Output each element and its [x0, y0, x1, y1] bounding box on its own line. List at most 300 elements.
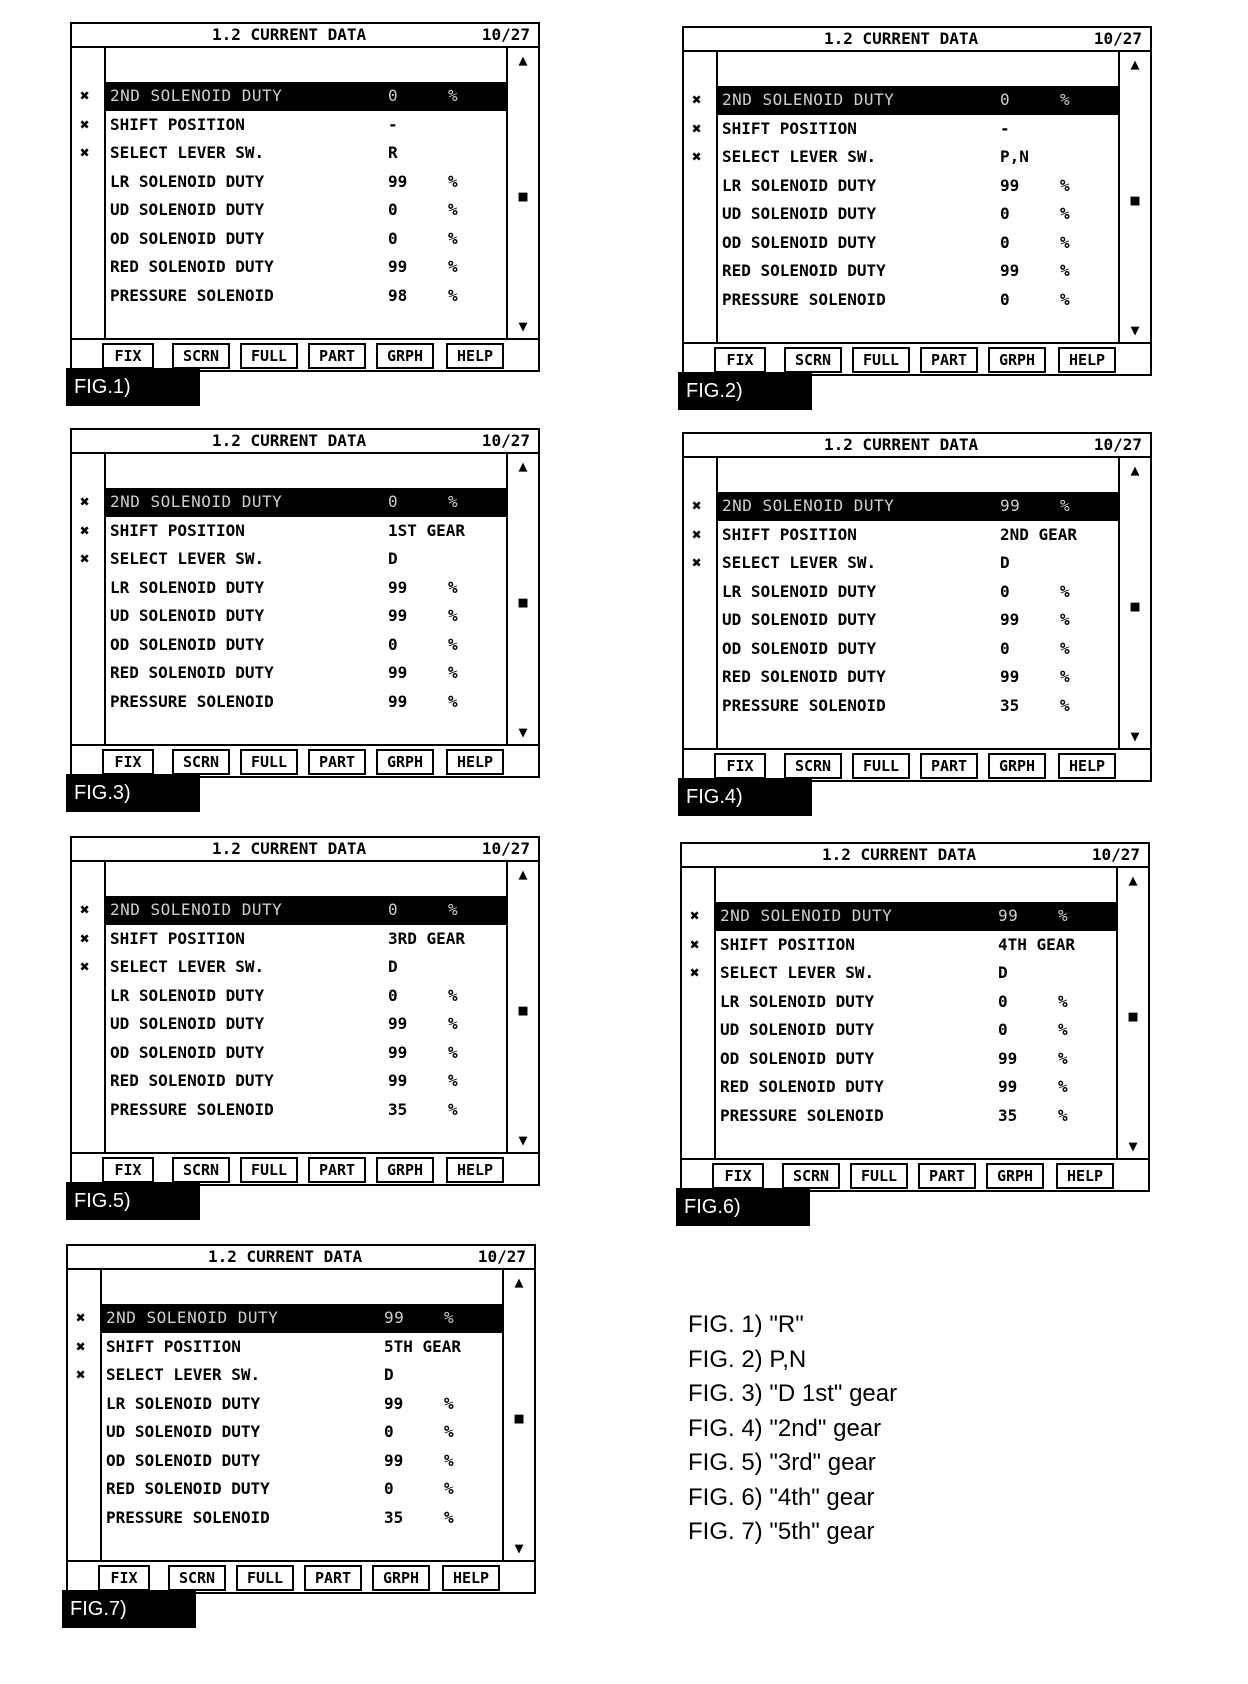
parameter-unit: %	[448, 86, 459, 105]
scroll-down-arrow-icon[interactable]: ▼	[514, 1539, 524, 1557]
data-row[interactable]	[80, 139, 506, 168]
scroll-down-arrow-icon[interactable]: ▼	[1130, 727, 1140, 745]
data-row[interactable]	[716, 1016, 1116, 1045]
data-row[interactable]	[692, 492, 1118, 521]
parameter-unit: %	[448, 171, 458, 191]
full-button[interactable]: FULL	[240, 1157, 298, 1183]
grph-button[interactable]: GRPH	[372, 1565, 430, 1591]
fix-button[interactable]: FIX	[712, 1163, 764, 1189]
scan-tool-screen	[66, 1244, 536, 1594]
parameter-value: D	[998, 963, 1008, 982]
function-key-bar	[684, 748, 1150, 780]
parameter-unit: %	[444, 1507, 454, 1527]
parameter-unit: %	[1058, 1048, 1068, 1068]
scrn-button[interactable]: SCRN	[784, 347, 842, 373]
figure-caption: FIG.6)	[676, 1188, 810, 1226]
parameter-label: SHIFT POSITION	[110, 928, 245, 948]
scrollbar[interactable]	[506, 454, 538, 744]
parameter-label: UD SOLENOID DUTY	[722, 610, 877, 629]
fixed-mark-icon: ✖	[692, 147, 702, 166]
parameter-value: 0	[1000, 638, 1010, 658]
scroll-up-arrow-icon[interactable]: ▲	[1128, 871, 1138, 889]
parameter-label: RED SOLENOID DUTY	[720, 1077, 884, 1096]
parameter-value: 0	[388, 985, 398, 1005]
fixed-mark-icon: ✖	[692, 496, 703, 515]
help-button[interactable]: HELP	[446, 749, 504, 775]
parameter-label: SHIFT POSITION	[106, 1336, 241, 1356]
parameter-value: 0	[1000, 289, 1010, 309]
parameter-value: 0	[388, 200, 398, 219]
scan-tool-screen	[680, 842, 1150, 1192]
scroll-up-arrow-icon[interactable]: ▲	[518, 51, 528, 69]
grph-button[interactable]: GRPH	[988, 753, 1046, 779]
data-row[interactable]	[718, 692, 1118, 721]
fixed-mark-icon: ✖	[692, 90, 703, 109]
parameter-label: OD SOLENOID DUTY	[722, 638, 877, 658]
parameter-label: SHIFT POSITION	[720, 934, 855, 954]
fixed-mark-icon: ✖	[692, 553, 702, 572]
scroll-thumb[interactable]: ■	[1130, 597, 1140, 615]
scrollbar[interactable]	[1118, 52, 1150, 342]
part-button[interactable]: PART	[304, 1565, 362, 1591]
parameter-label: LR SOLENOID DUTY	[110, 577, 265, 597]
parameter-value: 99	[388, 1042, 408, 1062]
parameter-unit: %	[1060, 496, 1071, 515]
scroll-up-arrow-icon[interactable]: ▲	[1130, 55, 1140, 73]
scrollbar[interactable]	[506, 862, 538, 1152]
parameter-label: LR SOLENOID DUTY	[106, 1393, 261, 1413]
grph-button[interactable]: GRPH	[376, 749, 434, 775]
help-button[interactable]: HELP	[442, 1565, 500, 1591]
data-row[interactable]	[102, 1504, 502, 1533]
fix-button[interactable]: FIX	[714, 753, 766, 779]
parameter-unit: %	[444, 1308, 455, 1327]
data-row[interactable]	[80, 953, 506, 982]
data-row[interactable]	[80, 111, 506, 140]
parameter-label: OD SOLENOID DUTY	[110, 228, 265, 248]
screen-title: 1.2 CURRENT DATA	[212, 839, 367, 858]
figure-legend	[688, 1308, 897, 1550]
part-button[interactable]: PART	[308, 1157, 366, 1183]
full-button[interactable]: FULL	[852, 753, 910, 779]
screen-title-bar	[684, 434, 1150, 458]
fixed-mark-icon: ✖	[80, 86, 91, 105]
function-key-bar	[68, 1560, 534, 1592]
parameter-label: SHIFT POSITION	[110, 520, 245, 540]
data-row[interactable]	[80, 545, 506, 574]
screen-title-bar	[68, 1246, 534, 1270]
parameter-unit: %	[448, 606, 458, 625]
scroll-up-arrow-icon[interactable]: ▲	[518, 457, 528, 475]
parameter-value: 0	[1000, 581, 1010, 601]
scrollbar[interactable]	[502, 1270, 534, 1560]
data-row[interactable]	[106, 282, 506, 311]
data-row[interactable]	[80, 925, 506, 954]
parameter-label: RED SOLENOID DUTY	[110, 1071, 274, 1090]
figure-7	[66, 1244, 536, 1620]
data-row[interactable]	[76, 1361, 502, 1390]
figure-caption: FIG.2)	[678, 372, 812, 410]
scroll-up-arrow-icon[interactable]: ▲	[518, 865, 528, 883]
parameter-label: RED SOLENOID DUTY	[110, 663, 274, 682]
data-row[interactable]	[692, 115, 1118, 144]
data-row[interactable]	[106, 1039, 506, 1068]
parameter-value: 3RD GEAR	[388, 928, 466, 948]
data-list	[692, 86, 1118, 314]
parameter-unit: %	[448, 1071, 458, 1090]
parameter-unit: %	[444, 1450, 454, 1470]
parameter-value: 0	[1000, 232, 1010, 252]
parameter-label: PRESSURE SOLENOID	[722, 695, 886, 715]
data-list	[690, 902, 1116, 1130]
parameter-value: 1ST GEAR	[388, 520, 466, 540]
data-row[interactable]	[102, 1447, 502, 1476]
parameter-value: 0	[384, 1479, 394, 1498]
parameter-unit: %	[1060, 581, 1070, 601]
fix-button[interactable]: FIX	[102, 1157, 154, 1183]
scrn-button[interactable]: SCRN	[168, 1565, 226, 1591]
parameter-unit: %	[1060, 667, 1070, 686]
grph-button[interactable]: GRPH	[376, 343, 434, 369]
page-counter: 10/27	[481, 25, 530, 44]
data-row[interactable]	[718, 200, 1118, 229]
parameter-label: OD SOLENOID DUTY	[110, 1042, 265, 1062]
data-row[interactable]	[80, 896, 506, 925]
screen-title-bar	[684, 28, 1150, 52]
parameter-value: 99	[388, 606, 408, 625]
data-row[interactable]	[718, 257, 1118, 286]
fix-button[interactable]: FIX	[714, 347, 766, 373]
data-row[interactable]	[106, 574, 506, 603]
part-button[interactable]: PART	[308, 749, 366, 775]
data-row[interactable]	[106, 1010, 506, 1039]
scrn-button[interactable]: SCRN	[172, 343, 230, 369]
parameter-label: LR SOLENOID DUTY	[110, 171, 265, 191]
scroll-down-arrow-icon[interactable]: ▼	[1128, 1137, 1138, 1155]
parameter-label: UD SOLENOID DUTY	[110, 200, 265, 219]
parameter-label: UD SOLENOID DUTY	[110, 606, 265, 625]
full-button[interactable]: FULL	[240, 343, 298, 369]
fix-button[interactable]: FIX	[98, 1565, 150, 1591]
scroll-down-arrow-icon[interactable]: ▼	[518, 1131, 528, 1149]
data-row[interactable]	[718, 606, 1118, 635]
parameter-unit: %	[1060, 289, 1070, 309]
parameter-label: OD SOLENOID DUTY	[106, 1450, 261, 1470]
parameter-value: 0	[998, 1020, 1008, 1039]
data-row[interactable]	[718, 172, 1118, 201]
parameter-label: RED SOLENOID DUTY	[722, 261, 886, 280]
fixed-mark-icon: ✖	[692, 524, 702, 544]
scroll-up-arrow-icon[interactable]: ▲	[1130, 461, 1140, 479]
parameter-label: 2ND SOLENOID DUTY	[110, 86, 283, 105]
scroll-thumb[interactable]: ■	[1130, 191, 1140, 209]
fixed-mark-icon: ✖	[80, 957, 90, 976]
scroll-up-arrow-icon[interactable]: ▲	[514, 1273, 524, 1291]
parameter-value: 99	[388, 577, 408, 597]
grph-button[interactable]: GRPH	[376, 1157, 434, 1183]
parameter-unit: %	[448, 1042, 458, 1062]
parameter-value: 0	[384, 1422, 394, 1441]
page-counter: 10/27	[1093, 29, 1142, 48]
parameter-value: 35	[384, 1507, 404, 1527]
parameter-label: SHIFT POSITION	[110, 114, 245, 134]
data-list	[692, 492, 1118, 720]
page-counter: 10/27	[481, 431, 530, 450]
parameter-value: -	[1000, 118, 1010, 138]
full-button[interactable]: FULL	[236, 1565, 294, 1591]
figure-5	[70, 836, 540, 1212]
parameter-unit: %	[1060, 261, 1070, 280]
data-list	[80, 82, 506, 310]
parameter-label: UD SOLENOID DUTY	[720, 1020, 875, 1039]
data-row[interactable]	[106, 1096, 506, 1125]
fixed-mark-icon: ✖	[690, 934, 700, 954]
data-row[interactable]	[76, 1333, 502, 1362]
help-button[interactable]: HELP	[1056, 1163, 1114, 1189]
scroll-thumb[interactable]: ■	[518, 1001, 528, 1019]
scroll-down-arrow-icon[interactable]: ▼	[1130, 321, 1140, 339]
data-row[interactable]	[692, 143, 1118, 172]
data-row[interactable]	[106, 168, 506, 197]
scrn-button[interactable]: SCRN	[782, 1163, 840, 1189]
figure-caption: FIG.3)	[66, 774, 200, 812]
full-button[interactable]: FULL	[240, 749, 298, 775]
data-row[interactable]	[106, 602, 506, 631]
data-row[interactable]	[80, 488, 506, 517]
parameter-value: -	[388, 114, 398, 134]
fixed-mark-icon: ✖	[80, 928, 90, 948]
data-row[interactable]	[80, 517, 506, 546]
parameter-value: 35	[1000, 695, 1020, 715]
parameter-value: 99	[1000, 175, 1020, 195]
part-button[interactable]: PART	[918, 1163, 976, 1189]
scroll-thumb[interactable]: ■	[514, 1409, 524, 1427]
parameter-unit: %	[448, 691, 458, 711]
data-row[interactable]	[716, 1073, 1116, 1102]
parameter-value: 5TH GEAR	[384, 1336, 462, 1356]
parameter-unit: %	[448, 1014, 458, 1033]
parameter-unit: %	[444, 1422, 454, 1441]
data-row[interactable]	[718, 663, 1118, 692]
page-counter: 10/27	[477, 1247, 526, 1266]
parameter-value: 99	[384, 1393, 404, 1413]
scrollbar[interactable]	[506, 48, 538, 338]
function-key-bar	[72, 338, 538, 370]
fixed-mark-icon: ✖	[80, 549, 90, 568]
parameter-value: 4TH GEAR	[998, 934, 1076, 954]
parameter-label: LR SOLENOID DUTY	[720, 991, 875, 1011]
help-button[interactable]: HELP	[1058, 347, 1116, 373]
parameter-label: 2ND SOLENOID DUTY	[722, 496, 895, 515]
parameter-value: 99	[1000, 261, 1020, 280]
figure-caption: FIG.5)	[66, 1182, 200, 1220]
figure-caption: FIG.1)	[66, 368, 200, 406]
parameter-label: OD SOLENOID DUTY	[722, 232, 877, 252]
parameter-value: 99	[388, 171, 408, 191]
fix-button[interactable]: FIX	[102, 343, 154, 369]
fix-button[interactable]: FIX	[102, 749, 154, 775]
screen-title: 1.2 CURRENT DATA	[208, 1247, 363, 1266]
parameter-value: 99	[998, 1077, 1018, 1096]
data-row[interactable]	[106, 982, 506, 1011]
part-button[interactable]: PART	[920, 347, 978, 373]
page-counter: 10/27	[481, 839, 530, 858]
fixed-mark-icon: ✖	[80, 492, 91, 511]
data-row[interactable]	[718, 635, 1118, 664]
data-row[interactable]	[692, 549, 1118, 578]
data-row[interactable]	[718, 229, 1118, 258]
help-button[interactable]: HELP	[446, 1157, 504, 1183]
parameter-label: SELECT LEVER SW.	[110, 143, 265, 162]
full-button[interactable]: FULL	[852, 347, 910, 373]
parameter-value: 0	[388, 492, 399, 511]
data-row[interactable]	[102, 1418, 502, 1447]
parameter-label: 2ND SOLENOID DUTY	[722, 90, 895, 109]
screen-title: 1.2 CURRENT DATA	[822, 845, 977, 864]
parameter-label: SELECT LEVER SW.	[720, 963, 875, 982]
parameter-label: PRESSURE SOLENOID	[722, 289, 886, 309]
data-row[interactable]	[692, 521, 1118, 550]
parameter-value: R	[388, 143, 398, 162]
parameter-value: D	[1000, 553, 1010, 572]
parameter-unit: %	[448, 634, 458, 654]
parameter-value: 99	[1000, 667, 1020, 686]
help-button[interactable]: HELP	[1058, 753, 1116, 779]
scroll-thumb[interactable]: ■	[518, 593, 528, 611]
parameter-label: 2ND SOLENOID DUTY	[110, 492, 283, 511]
data-row[interactable]	[102, 1475, 502, 1504]
part-button[interactable]: PART	[308, 343, 366, 369]
data-row[interactable]	[106, 1067, 506, 1096]
legend-item: FIG. 6) "4th" gear	[688, 1483, 875, 1511]
figure-2	[682, 26, 1152, 402]
data-row[interactable]	[80, 82, 506, 111]
parameter-unit: %	[444, 1479, 454, 1498]
parameter-unit: %	[444, 1393, 454, 1413]
screen-title: 1.2 CURRENT DATA	[824, 435, 979, 454]
fixed-mark-icon: ✖	[80, 143, 90, 162]
scrollbar[interactable]	[1116, 868, 1148, 1158]
parameter-unit: %	[448, 492, 459, 511]
data-row[interactable]	[692, 86, 1118, 115]
data-row[interactable]	[690, 931, 1116, 960]
screen-title: 1.2 CURRENT DATA	[824, 29, 979, 48]
parameter-value: 0	[998, 991, 1008, 1011]
data-row[interactable]	[102, 1390, 502, 1419]
parameter-value: 0	[388, 86, 399, 105]
scan-tool-screen	[682, 432, 1152, 782]
legend-item: FIG. 7) "5th" gear	[688, 1518, 875, 1545]
parameter-unit: %	[1060, 175, 1070, 195]
data-row[interactable]	[716, 1045, 1116, 1074]
scrollbar[interactable]	[1118, 458, 1150, 748]
parameter-label: LR SOLENOID DUTY	[110, 985, 265, 1005]
figure-4	[682, 432, 1152, 808]
parameter-label: 2ND SOLENOID DUTY	[110, 900, 283, 919]
data-row[interactable]	[716, 988, 1116, 1017]
parameter-value: D	[388, 957, 398, 976]
parameter-value: D	[388, 549, 398, 568]
data-row[interactable]	[106, 196, 506, 225]
legend-item: FIG. 3) "D 1st" gear	[688, 1380, 898, 1407]
data-row[interactable]	[716, 1102, 1116, 1131]
fixed-mark-icon: ✖	[692, 118, 702, 138]
parameter-unit: %	[448, 900, 459, 919]
data-row[interactable]	[106, 659, 506, 688]
parameter-label: LR SOLENOID DUTY	[722, 581, 877, 601]
parameter-value: 0	[388, 228, 398, 248]
scan-tool-screen	[70, 428, 540, 778]
data-row[interactable]	[690, 902, 1116, 931]
parameter-label: SELECT LEVER SW.	[722, 553, 877, 572]
parameter-label: OD SOLENOID DUTY	[110, 634, 265, 654]
scroll-down-arrow-icon[interactable]: ▼	[518, 723, 528, 741]
parameter-value: 99	[1000, 496, 1021, 515]
function-key-bar	[682, 1158, 1148, 1190]
fixed-mark-icon: ✖	[80, 520, 90, 540]
parameter-value: 99	[388, 257, 408, 276]
parameter-unit: %	[448, 577, 458, 597]
scrn-button[interactable]: SCRN	[172, 1157, 230, 1183]
parameter-value: 99	[384, 1308, 405, 1327]
parameter-value: 2ND GEAR	[1000, 524, 1078, 544]
screen-title-bar	[72, 24, 538, 48]
full-button[interactable]: FULL	[850, 1163, 908, 1189]
parameter-value: P,N	[1000, 147, 1029, 166]
parameter-unit: %	[448, 285, 458, 305]
scrn-button[interactable]: SCRN	[172, 749, 230, 775]
part-button[interactable]: PART	[920, 753, 978, 779]
parameter-label: RED SOLENOID DUTY	[722, 667, 886, 686]
fixed-mark-icon: ✖	[76, 1336, 86, 1356]
screen-title-bar	[682, 844, 1148, 868]
data-row[interactable]	[106, 253, 506, 282]
parameter-unit: %	[1058, 906, 1069, 925]
data-row[interactable]	[690, 959, 1116, 988]
help-button[interactable]: HELP	[446, 343, 504, 369]
legend-item: FIG. 1) "R"	[688, 1311, 804, 1338]
fixed-mark-icon: ✖	[80, 114, 90, 134]
data-row[interactable]	[718, 578, 1118, 607]
grph-button[interactable]: GRPH	[988, 347, 1046, 373]
parameter-label: RED SOLENOID DUTY	[110, 257, 274, 276]
parameter-value: 35	[998, 1105, 1018, 1125]
figure-3	[70, 428, 540, 804]
parameter-label: 2ND SOLENOID DUTY	[106, 1308, 279, 1327]
screen-title-bar	[72, 838, 538, 862]
scrn-button[interactable]: SCRN	[784, 753, 842, 779]
scroll-down-arrow-icon[interactable]: ▼	[518, 317, 528, 335]
screen-title-bar	[72, 430, 538, 454]
parameter-unit: %	[1060, 610, 1070, 629]
parameter-label: SELECT LEVER SW.	[106, 1365, 261, 1384]
fixed-mark-icon: ✖	[76, 1365, 86, 1384]
data-row[interactable]	[106, 225, 506, 254]
parameter-label: UD SOLENOID DUTY	[106, 1422, 261, 1441]
parameter-value: 99	[998, 1048, 1018, 1068]
grph-button[interactable]: GRPH	[986, 1163, 1044, 1189]
fixed-mark-icon: ✖	[690, 963, 700, 982]
data-row[interactable]	[718, 286, 1118, 315]
data-row[interactable]	[76, 1304, 502, 1333]
scroll-thumb[interactable]: ■	[518, 187, 528, 205]
data-row[interactable]	[106, 631, 506, 660]
scroll-thumb[interactable]: ■	[1128, 1007, 1138, 1025]
function-key-bar	[72, 744, 538, 776]
data-row[interactable]	[106, 688, 506, 717]
fixed-mark-icon: ✖	[80, 900, 91, 919]
parameter-value: 99	[388, 1071, 408, 1090]
